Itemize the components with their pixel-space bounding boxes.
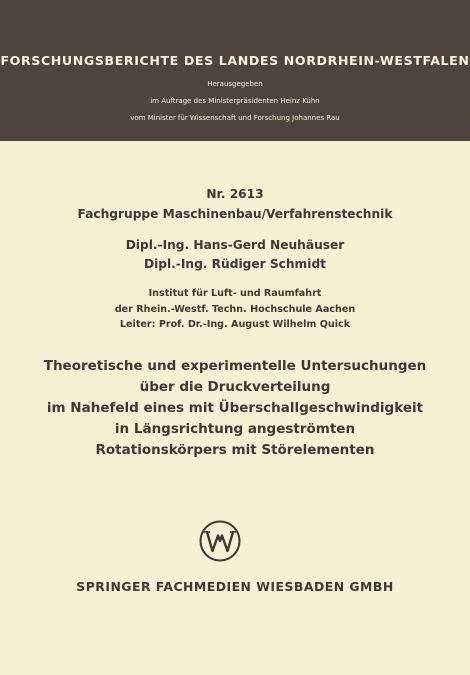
- report-group: Fachgruppe Maschinenbau/Verfahrenstechnik: [77, 207, 393, 221]
- publisher-name: SPRINGER FACHMEDIEN WIESBADEN GMBH: [76, 579, 394, 594]
- institute-line: der Rhein.-Westf. Techn. Hochschule Aachen: [114, 303, 356, 315]
- author: Dipl.-Ing. Rüdiger Schmidt: [143, 257, 326, 271]
- title-line: über die Druckverteilung: [139, 379, 331, 395]
- institute-block: [0, 286, 470, 333]
- report-number-block: [0, 184, 470, 224]
- institute-line: Leiter: Prof. Dr.-Ing. August Wilhelm Quick: [119, 319, 351, 330]
- editor-line: im Auftrage des Ministerpräsidenten Heinz Kühn: [150, 97, 320, 105]
- title-line: Rotationskörpers mit Störelementen: [95, 442, 375, 458]
- series-title: FORSCHUNGSBERICHTE DES LANDES NORDRHEIN-WESTFALEN: [0, 53, 470, 68]
- title-line: Theoretische und experimentelle Untersuchungen: [43, 358, 427, 374]
- series-header: [0, 0, 470, 141]
- editor-line: Herausgegeben: [207, 80, 263, 88]
- institute-line: Institut für Luft- und Raumfahrt: [148, 288, 322, 299]
- editor-line: vom Minister für Wissenschaft und Forschung Johannes Rau: [130, 114, 340, 122]
- publisher-w-logo-icon: [199, 520, 241, 562]
- author: Dipl.-Ing. Hans-Gerd Neuhäuser: [125, 238, 345, 252]
- authors-block: [0, 236, 470, 274]
- report-number: Nr. 2613: [206, 187, 264, 201]
- title-line: im Nahefeld eines mit Überschallgeschwindigkeit: [46, 400, 424, 416]
- title-line: in Längsrichtung angeströmten: [114, 421, 356, 437]
- report-title: [0, 356, 470, 461]
